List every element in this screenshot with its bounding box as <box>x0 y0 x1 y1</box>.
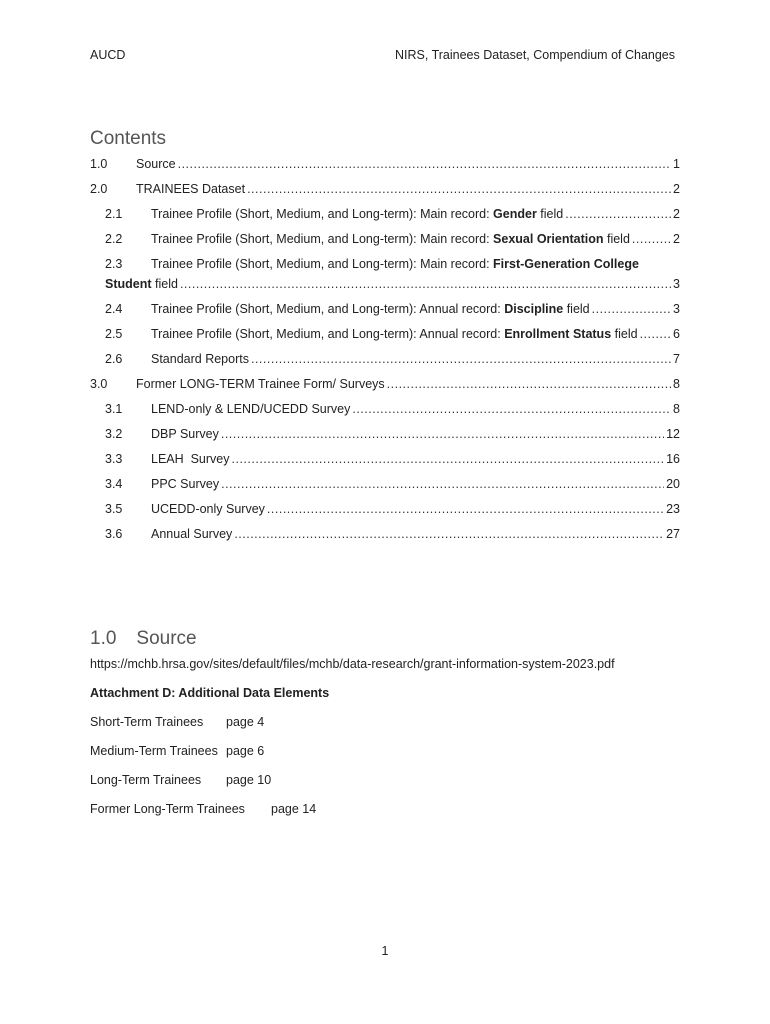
toc-title: Trainee Profile (Short, Medium, and Long-term): Annual record: Discipline field <box>151 302 590 316</box>
toc-title: TRAINEES Dataset <box>136 182 246 196</box>
toc-number: 3.0 <box>90 377 108 391</box>
toc-entry[interactable] <box>90 425 680 450</box>
toc-number: 2.1 <box>105 207 123 221</box>
trainee-line <box>90 744 264 758</box>
toc-entry[interactable] <box>90 230 680 255</box>
toc-page: 8 <box>673 402 680 416</box>
toc-title: Standard Reports <box>151 352 249 366</box>
toc-page: 2 <box>673 182 680 196</box>
toc-leader <box>251 350 671 368</box>
toc-leader <box>247 180 671 198</box>
toc-leader <box>267 500 664 518</box>
toc-title: Trainee Profile (Short, Medium, and Long-term): Annual record: Enrollment Status field <box>151 327 638 341</box>
toc-title: Annual Survey <box>151 527 233 541</box>
toc-number: 3.6 <box>105 527 123 541</box>
trainee-line <box>90 715 264 729</box>
toc-leader <box>232 450 665 468</box>
page-number: 1 <box>381 944 389 958</box>
toc-number: 2.4 <box>105 302 123 316</box>
trainee-line <box>90 802 316 816</box>
toc-leader <box>640 325 671 343</box>
toc-leader <box>234 525 664 543</box>
trainee-page: page 4 <box>226 715 265 729</box>
page-header <box>90 48 675 62</box>
toc-page: 1 <box>673 157 680 171</box>
toc-entry[interactable] <box>90 450 680 475</box>
trainee-label: Long-Term Trainees <box>90 773 202 787</box>
toc-title: Trainee Profile (Short, Medium, and Long-term): Main record: First-Generation College <box>151 257 639 271</box>
toc-entry[interactable] <box>90 325 680 350</box>
toc-entry[interactable] <box>90 500 680 525</box>
toc-leader <box>221 425 664 443</box>
toc-title: UCEDD-only Survey <box>151 502 265 516</box>
toc-title-continued: Student field <box>105 277 178 291</box>
toc-number: 3.5 <box>105 502 123 516</box>
toc-number: 3.2 <box>105 427 123 441</box>
toc-page: 2 <box>673 207 680 221</box>
header-left: AUCD <box>90 48 126 62</box>
toc-leader <box>565 205 671 223</box>
toc-page: 23 <box>666 502 680 516</box>
toc-page: 3 <box>673 277 680 291</box>
toc-number: 2.2 <box>105 232 123 246</box>
toc-entry[interactable] <box>90 205 680 230</box>
toc-entry[interactable] <box>90 400 680 425</box>
section-title: Source <box>136 628 197 649</box>
source-url[interactable]: https://mchb.hrsa.gov/sites/default/files/mchb/data-research/grant-information-system-2023.pdf <box>90 657 615 671</box>
toc-page: 20 <box>666 477 680 491</box>
trainee-page: page 6 <box>226 744 265 758</box>
toc-title: LEAH Survey <box>151 452 230 466</box>
toc-number: 3.4 <box>105 477 123 491</box>
toc-leader <box>592 300 671 318</box>
toc-entry[interactable] <box>90 525 680 550</box>
attachment-heading: Attachment D: Additional Data Elements <box>90 686 330 700</box>
toc-leader <box>352 400 671 418</box>
toc-leader <box>178 155 671 173</box>
toc-entry[interactable] <box>90 350 680 375</box>
toc-entry[interactable] <box>90 375 680 400</box>
toc-entry[interactable] <box>90 475 680 500</box>
table-of-contents <box>90 155 680 550</box>
toc-page: 2 <box>673 232 680 246</box>
toc-page: 7 <box>673 352 680 366</box>
toc-leader <box>221 475 664 493</box>
trainee-page: page 10 <box>226 773 272 787</box>
trainee-label: Medium-Term Trainees <box>90 744 218 758</box>
toc-number: 1.0 <box>90 157 108 171</box>
toc-number: 2.6 <box>105 352 123 366</box>
toc-page: 6 <box>673 327 680 341</box>
toc-leader <box>632 230 671 248</box>
trainee-page: page 14 <box>271 802 317 816</box>
toc-entry[interactable] <box>90 300 680 325</box>
toc-title: Source <box>136 157 176 171</box>
toc-title: LEND-only & LEND/UCEDD Survey <box>151 402 351 416</box>
section-heading <box>90 628 197 650</box>
toc-title: DBP Survey <box>151 427 219 441</box>
toc-page: 8 <box>673 377 680 391</box>
toc-entry[interactable] <box>90 155 680 180</box>
toc-page: 3 <box>673 302 680 316</box>
toc-entry[interactable] <box>90 180 680 205</box>
toc-leader <box>387 375 671 393</box>
toc-title: Trainee Profile (Short, Medium, and Long-term): Main record: Gender field <box>151 207 564 221</box>
toc-entry[interactable] <box>90 255 680 300</box>
contents-title: Contents <box>90 128 167 149</box>
trainee-label: Former Long-Term Trainees <box>90 802 245 816</box>
toc-number: 3.3 <box>105 452 123 466</box>
trainee-label: Short-Term Trainees <box>90 715 204 729</box>
toc-title: Former LONG-TERM Trainee Form/ Surveys <box>136 377 385 391</box>
toc-number: 3.1 <box>105 402 123 416</box>
toc-leader <box>180 275 671 293</box>
section-number: 1.0 <box>90 628 117 649</box>
toc-page: 16 <box>666 452 680 466</box>
toc-number: 2.3 <box>105 257 123 271</box>
toc-title: Trainee Profile (Short, Medium, and Long-term): Main record: Sexual Orientation field <box>151 232 630 246</box>
toc-page: 27 <box>666 527 680 541</box>
trainee-line <box>90 773 271 787</box>
toc-page: 12 <box>666 427 680 441</box>
header-right: NIRS, Trainees Dataset, Compendium of Changes <box>395 48 675 62</box>
toc-title: PPC Survey <box>151 477 220 491</box>
toc-number: 2.0 <box>90 182 108 196</box>
toc-number: 2.5 <box>105 327 123 341</box>
